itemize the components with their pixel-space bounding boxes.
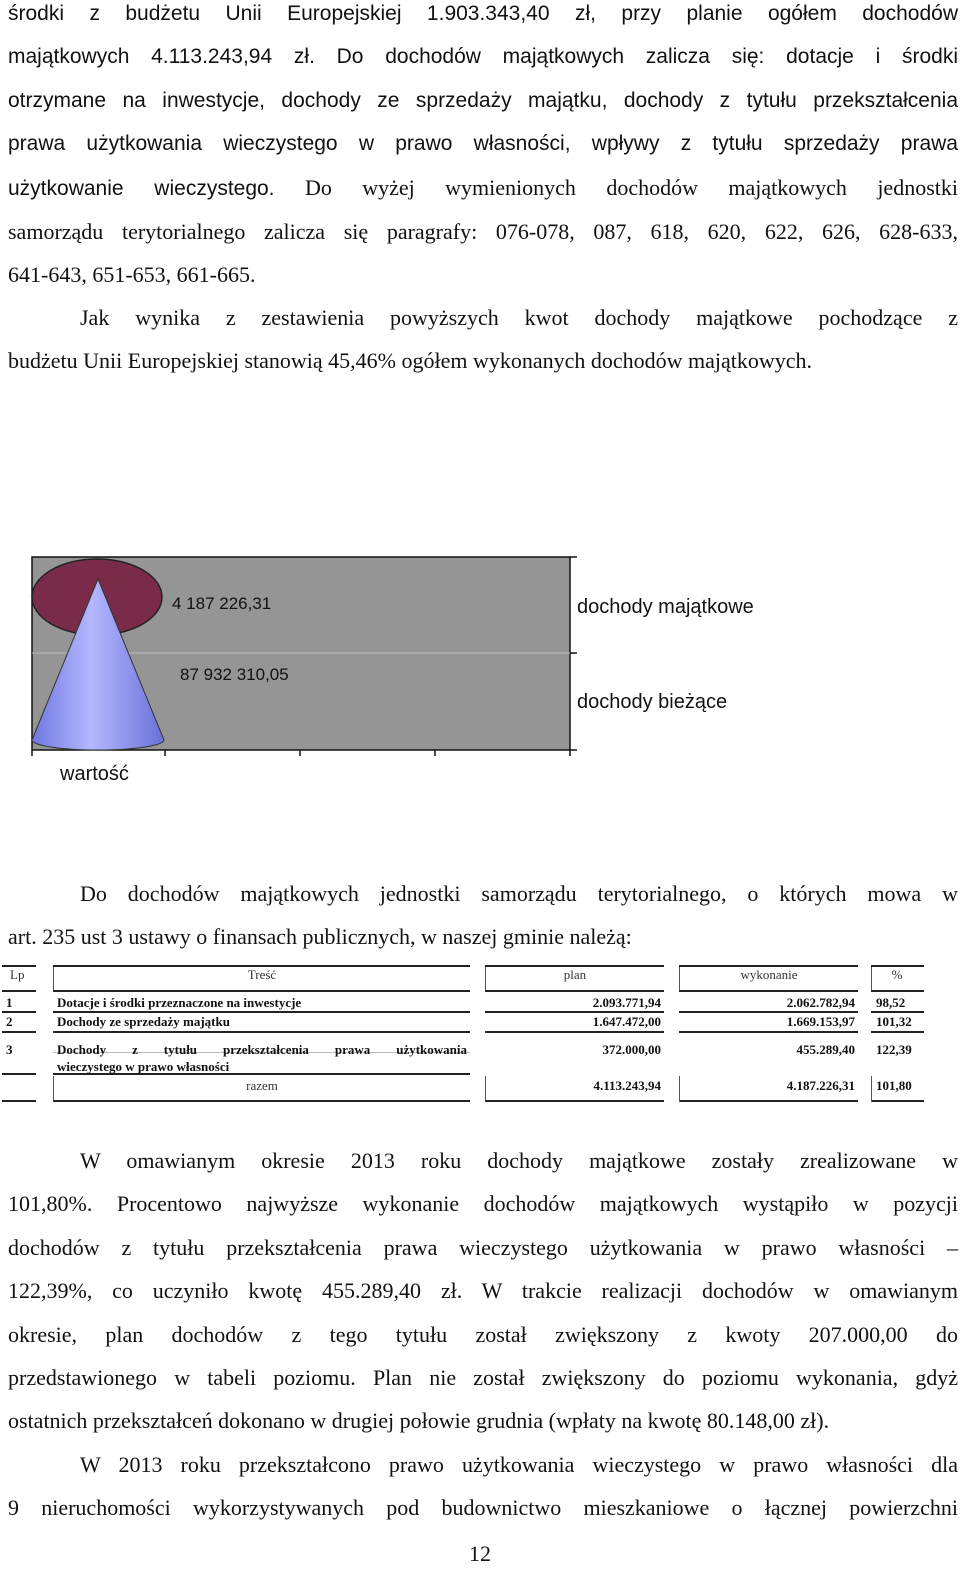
header-lp: Lp xyxy=(10,967,25,982)
paragraph-eu-share xyxy=(8,296,958,383)
column-separator xyxy=(53,966,54,992)
text-line: W omawianym okresie 2013 roku dochody majątkowe zostały zrealizowane w xyxy=(80,1148,958,1173)
paragraph-execution xyxy=(8,1139,958,1443)
header-wykonanie: wykonanie xyxy=(740,967,798,982)
text-line: otrzymane na inwestycje, dochody ze sprzedaży majątku, dochody z tytułu przekształcenia xyxy=(8,88,958,112)
row3-wykonanie: 455.289,40 xyxy=(796,1042,855,1057)
text-line: 122,39%, co uczyniło kwotę 455.289,40 zł. W trakcie realizacji dochodów w omawianym xyxy=(8,1278,958,1304)
data-label-capital: 4 187 226,31 xyxy=(172,594,272,613)
row2-tresc: Dochody ze sprzedaży majątku xyxy=(57,1014,230,1029)
data-label-current: 87 932 310,05 xyxy=(180,665,289,684)
table-rule xyxy=(53,1011,470,1013)
header-pct: % xyxy=(891,967,903,982)
category-label-capital: dochody majątkowe xyxy=(577,596,754,618)
row3-lp: 3 xyxy=(6,1042,13,1057)
row1-wykonanie: 2.062.782,94 xyxy=(786,995,855,1010)
paragraph-table-intro xyxy=(8,872,958,959)
column-separator xyxy=(679,966,680,992)
row2-pct: 101,32 xyxy=(876,1014,912,1029)
page-number: 12 xyxy=(469,1541,491,1566)
column-separator xyxy=(53,1076,54,1102)
table-rule xyxy=(485,990,664,992)
total-wykonanie: 4.187.226,31 xyxy=(786,1078,855,1093)
text-fragment: Do wyżej wymienionych dochodów majątkowych jednostki xyxy=(274,174,958,200)
text-fragment: użytkowanie wieczystego. xyxy=(8,176,275,200)
text-line: Jak wynika z zestawienia powyższych kwot dochody majątkowe pochodzące z xyxy=(80,305,958,330)
column-separator xyxy=(485,1076,486,1102)
text-line: Do dochodów majątkowych jednostki samorządu terytorialnego, o których mowa w xyxy=(80,881,958,906)
text-line: ostatnich przekształceń dokonano w drugiej połowie grudnia (wpłaty na kwotę 80.148,00 zł). xyxy=(8,1408,830,1434)
text-line-mixed xyxy=(8,166,958,210)
table-rule xyxy=(871,1100,924,1102)
row1-tresc: Dotacje i środki przeznaczone na inwestycje xyxy=(57,995,302,1010)
table-rule xyxy=(871,990,924,992)
text-line: 641-643, 651-653, 661-665. xyxy=(8,262,256,288)
table-rule xyxy=(53,990,470,992)
row3-pct: 122,39 xyxy=(876,1042,912,1057)
paragraph-conversions xyxy=(8,1443,958,1530)
row2-lp: 2 xyxy=(6,1014,13,1029)
table-rule xyxy=(2,1073,36,1075)
table-rule xyxy=(53,1031,470,1033)
text-line: 101,80%. Procentowo najwyższe wykonanie dochodów majątkowych wystąpiło w pozycji xyxy=(8,1191,958,1217)
category-ticks xyxy=(570,557,577,750)
table-rule xyxy=(53,965,470,967)
text-line: art. 235 ust 3 ustawy o finansach publicznych, w naszej gminie należą: xyxy=(8,924,632,950)
table-rule xyxy=(871,965,924,967)
row2-wykonanie: 1.669.153,97 xyxy=(786,1014,855,1029)
text-line: 9 nieruchomości wykorzystywanych pod budownictwo mieszkaniowe o łącznej powierzchni xyxy=(8,1495,958,1521)
table-rule xyxy=(485,1100,664,1102)
paragraph-capital-income xyxy=(8,0,958,297)
table-rule xyxy=(485,1031,664,1033)
column-separator xyxy=(485,966,486,992)
text-line: przedstawionego w tabeli poziomu. Plan nie został zwiększony do poziomu wykonania, gdyż xyxy=(8,1365,958,1391)
total-pct: 101,80 xyxy=(876,1078,912,1093)
text-line: środki z budżetu Unii Europejskiej 1.903.343,40 zł, przy planie ogółem dochodów xyxy=(8,2,958,25)
text-line: dochodów z tytułu przekształcenia prawa wieczystego użytkowania w prawo własności – xyxy=(8,1234,958,1260)
table-rule xyxy=(53,1100,470,1102)
total-label: razem xyxy=(246,1078,278,1093)
column-separator xyxy=(679,1076,680,1102)
x-axis-ticks xyxy=(32,750,570,756)
text-line: majątkowych 4.113.243,94 zł. Do dochodów majątkowych zalicza się: dotacje i środki xyxy=(8,45,958,69)
table-rule xyxy=(679,1031,858,1033)
row1-lp: 1 xyxy=(6,995,13,1010)
table-rule xyxy=(871,1031,924,1033)
text-line: prawa użytkowania wieczystego w prawo własności, wpływy z tytułu sprzedaży prawa xyxy=(8,132,958,156)
table-rule xyxy=(679,1011,858,1013)
table-rule xyxy=(679,1100,858,1102)
row3-plan: 372.000,00 xyxy=(602,1042,661,1057)
category-label-current: dochody bieżące xyxy=(577,691,728,713)
text-line: samorządu terytorialnego zalicza się paragrafy: 076-078, 087, 618, 620, 622, 626, 628-633, xyxy=(8,219,958,245)
table-rule xyxy=(679,990,858,992)
x-axis-label: wartość xyxy=(60,763,129,785)
text-line: W 2013 roku przekształcono prawo użytkowania wieczystego w prawo własności dla xyxy=(80,1452,958,1477)
table-rule xyxy=(679,965,858,967)
table-rule xyxy=(485,1011,664,1013)
header-tresc: Treść xyxy=(247,967,277,982)
row1-pct: 98,52 xyxy=(876,995,906,1010)
table-rule xyxy=(2,965,36,967)
row2-plan: 1.647.472,00 xyxy=(592,1014,661,1029)
row1-plan: 2.093.771,94 xyxy=(592,995,661,1010)
income-cone-chart xyxy=(0,545,960,795)
column-separator xyxy=(871,1076,872,1102)
table-rule xyxy=(2,1011,36,1013)
table-rule xyxy=(2,990,36,992)
row3-tresc-line1: Dochody z tytułu przekształcenia prawa użytkowania xyxy=(57,1042,467,1057)
table-rule xyxy=(2,1031,36,1033)
row3-tresc-line2: wieczystego w prawo własności xyxy=(57,1059,230,1074)
table-rule xyxy=(871,1011,924,1013)
text-line: okresie, plan dochodów z tego tytułu został zwiększony z kwoty 207.000,00 do xyxy=(8,1321,958,1347)
total-plan: 4.113.243,94 xyxy=(593,1078,661,1093)
table-rule xyxy=(2,1100,36,1102)
text-line: budżetu Unii Europejskiej stanowią 45,46% ogółem wykonanych dochodów majątkowych. xyxy=(8,348,813,374)
header-plan: plan xyxy=(563,967,587,982)
column-separator xyxy=(871,966,872,992)
table-rule xyxy=(485,965,664,967)
